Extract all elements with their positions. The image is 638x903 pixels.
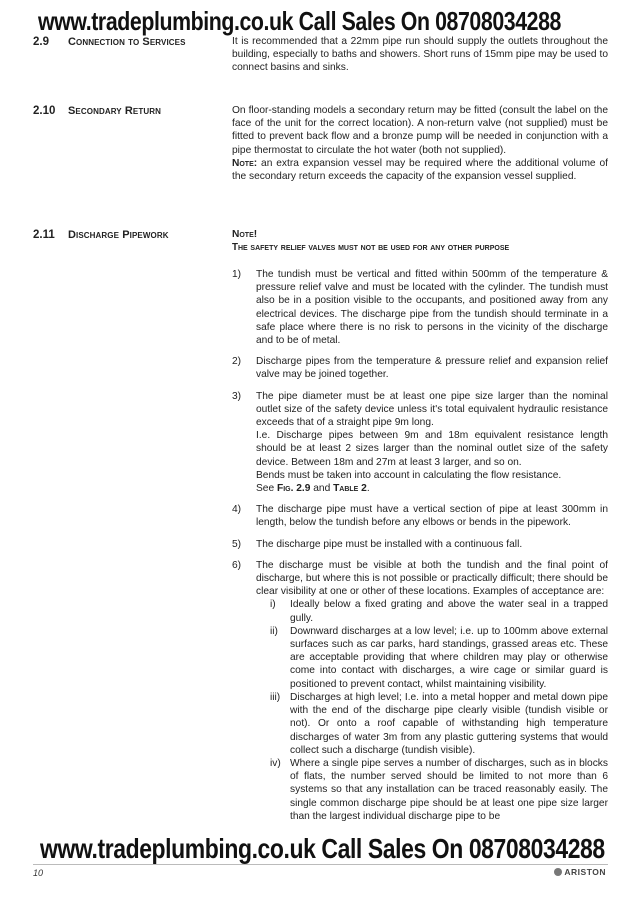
logo-text: ARISTON [564, 867, 606, 877]
ariston-logo-icon [554, 868, 562, 876]
section-title: Secondary Return [68, 105, 161, 117]
note-label: Note: [232, 157, 258, 169]
section-title: Discharge Pipework [68, 229, 169, 241]
paragraph: It is recommended that a 22mm pipe run should supply the outlets throughout the building, especially to baths and showers. Short runs of 15mm pipe may be used to connect basins and sinks. [232, 36, 608, 74]
list-text: The discharge pipe must have a vertical section of pipe at least 300mm in length, below the tundish before any elbows or bends in the pipework. [256, 504, 608, 529]
sub-list-number: iii) [270, 691, 281, 703]
sub-list-item [256, 625, 608, 691]
see-and: and [310, 483, 334, 495]
paragraph: On floor-standing models a secondary return may be fitted (consult the label on the face of the unit for the correct location). A non-return valve (not supplied) must be fitted to prevent back flow and a bronze pump will be needed in conjunction with a pipe thermostat to circulate the hot water (both not supplied). [232, 105, 608, 156]
list-text: I.e. Discharge pipes between 9m and 18m equivalent resistance length should be at least 2 sizes larger than the nominal outlet size of the safety device. Between 18m and 27m at least 3 larger, and so on. [256, 430, 608, 468]
section-number: 2.10 [33, 105, 56, 117]
footer-divider [33, 864, 608, 865]
list-item [232, 355, 608, 381]
list-item [232, 559, 608, 823]
list-text: The discharge pipe must be installed with a continuous fall. [256, 538, 523, 550]
sub-list-number: ii) [270, 625, 278, 637]
sub-list-text: Where a single pipe serves a number of discharges, such as in blocks of flats, the number served should be limited to not more than 6 systems so that any installation can be traced reasonably easily. The single common discharge pipe should be at least one pipe size larger than the largest individual discharge pipe to be [290, 757, 608, 822]
list-text: Discharge pipes from the temperature & pressure relief and expansion relief valve may be joined together. [256, 356, 608, 381]
brand-logo [554, 867, 606, 877]
section-body [232, 228, 608, 254]
list-number: 4) [232, 504, 242, 516]
watermark-top: www.tradeplumbing.co.uk Call Sales On 08708034288 [38, 6, 562, 36]
list-text: The discharge must be visible at both the tundish and the final point of discharge, but where this is not possible or practically difficult; there should be clear visibility at one or other of these locations. Examples of acceptance are: [256, 559, 608, 598]
sub-list-text: Ideally below a fixed grating and above the water seal in a trapped gully. [290, 599, 608, 624]
section-number: 2.11 [33, 229, 55, 241]
section-body [232, 35, 608, 75]
list-number: 5) [232, 538, 242, 550]
list-number: 1) [232, 269, 242, 280]
figure-ref: Fig. 2.9 [276, 483, 311, 495]
page-number: 10 [33, 868, 44, 878]
sub-list-number: i) [270, 599, 276, 611]
list-item [232, 538, 608, 551]
see-suffix: . [366, 483, 370, 495]
list-text: The pipe diameter must be at least one pipe size larger than the nominal outlet size of the safety device unless it's total equivalent hydraulic resistance exceeds that of a straight pipe 9m long. [256, 390, 608, 429]
table-ref: Table 2 [333, 483, 367, 495]
list-item [232, 390, 608, 496]
sub-list-item [256, 757, 608, 823]
sub-list-item [256, 691, 608, 757]
list-number: 3) [232, 390, 242, 402]
sub-list-number: iv) [270, 757, 281, 769]
section-number: 2.9 [33, 36, 49, 48]
list-text: Bends must be taken into account in calculating the flow resistance. [256, 469, 562, 481]
note-text: an extra expansion vessel may be required where the additional volume of the secondary return exceeds the capacity of the expansion vessel supplied. [232, 157, 608, 183]
section-body [232, 104, 608, 183]
note-paragraph [232, 157, 608, 183]
list-item [232, 268, 608, 347]
list-number: 2) [232, 356, 242, 368]
list-item [232, 503, 608, 529]
see-reference [256, 482, 608, 495]
sub-list-text: Downward discharges at a low level; i.e. up to 100mm above external surfaces such as car parks, hard standings, grassed areas etc. These are acceptable providing that where children may play or otherwise come into contact with discharges, a wire cage or similar guard is positioned to prevent contact, whilst maintaining visibility. [290, 625, 608, 690]
discharge-list [232, 268, 608, 823]
sub-list-text: Discharges at high level; I.e. into a metal hopper and metal down pipe with the end of the discharge pipe clearly visible (tundish visible or not). Or onto a roof capable of withstanding high temperature discharges of water 3m from any plastic guttering systems that would collect such a discharge (tundish visible). [290, 691, 608, 756]
sub-list-item [256, 598, 608, 624]
watermark-bottom: www.tradeplumbing.co.uk Call Sales On 08708034288 [40, 833, 605, 864]
list-number: 6) [232, 559, 242, 571]
see-prefix: See [256, 483, 277, 495]
warning-line: The safety relief valves must not be used for any other purpose [232, 242, 510, 254]
list-text: The tundish must be vertical and fitted within 500mm of the temperature & pressure relief valve and must be located with the cylinder. The tundish must also be in a position visible to the occupants, and positioned away from any electrical devices. The discharge pipe from the tundish should terminate in a safe place where there is no risk to persons in the vicinity of the discharge and to be of metal. [256, 269, 608, 347]
note-label: Note! [232, 229, 258, 240]
section-title: Connection to Services [68, 36, 186, 48]
